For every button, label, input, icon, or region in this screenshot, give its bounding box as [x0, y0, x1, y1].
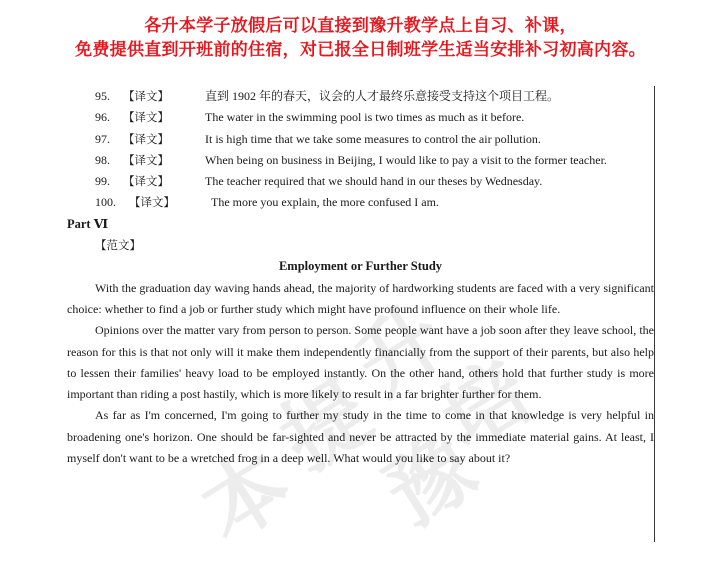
item-tag: 【译文】 — [123, 152, 169, 167]
watermark-char-5: 培 — [423, 342, 548, 470]
item-text: When being on business in Beijing, I would like to pay a visit to the former teacher. — [205, 152, 607, 167]
item-text: 直到 1902 年的春天，议会的人才最终乐意接受支持这个项目工程。 — [205, 89, 560, 103]
essay-paragraph: With the graduation day waving hands ahead, the majority of hardworking students are faced with a very significant choice: whether to find a job or further study which might have profound influence on their whole life. — [67, 280, 654, 316]
translation-item — [67, 86, 654, 107]
watermark-char-2: 提 — [263, 362, 388, 490]
item-number: 96. — [95, 110, 110, 125]
item-number: 100. — [95, 195, 116, 210]
item-text: The more you explain, the more confused I am. — [211, 195, 439, 210]
watermark-char-4: 豫 — [368, 417, 493, 545]
item-tag: 【译文】 — [123, 174, 169, 189]
translation-item — [67, 171, 654, 192]
document-page — [67, 86, 654, 469]
banner-line-1: 各升本学子放假后可以直接到豫升教学点上自习、补课， — [144, 16, 577, 36]
item-number: 97. — [95, 131, 110, 146]
watermark-char-1: 本 — [183, 432, 308, 560]
translation-item — [67, 150, 654, 171]
essay-paragraph: As far as I'm concerned, I'm going to further my study in the time to come in that knowledge is very helpful in broadening one's horizon. One should be far-sighted and never be attracted by the immediate material gains. At least, I myself don't want to be a wretched frog in a deep well. What would you like to say about it? — [67, 408, 654, 466]
item-text: The water in the swimming pool is two times as much as it before. — [205, 110, 525, 125]
item-tag: 【译文】 — [123, 89, 169, 103]
sample-essay-label: 【范文】 — [95, 238, 141, 253]
item-text: The teacher required that we should hand in our theses by Wednesday. — [205, 174, 543, 189]
translation-item — [67, 192, 654, 213]
essay-paragraph: Opinions over the matter vary from person to person. Some people want have a job soon after they leave school, the reason for this is that not only will it make them independently financially from the support of their parents, but also help to lessen their families' heavy load to be employed instantly. On the other hand, others hold that further study is more important than riding a post hastily, which is more likely to result in a far brighter further for them. — [67, 323, 654, 402]
item-number: 99. — [95, 174, 110, 189]
watermark-char-3: 升 — [338, 287, 463, 415]
item-tag: 【译文】 — [123, 110, 169, 125]
item-tag: 【译文】 — [129, 195, 175, 210]
essay-title: Employment or Further Study — [278, 259, 443, 274]
item-number: 98. — [95, 152, 110, 167]
part-heading: Part Ⅵ — [67, 216, 109, 231]
translation-list — [67, 86, 654, 214]
promo-banner — [0, 14, 721, 62]
translation-item — [67, 129, 654, 150]
banner-line-2: 免费提供直到开班前的住宿，对已报全日制班学生适当安排补习初高内容。 — [75, 40, 646, 60]
item-text: It is high time that we take some measures to control the air pollution. — [205, 131, 541, 146]
page-margin-rule — [654, 86, 655, 542]
item-tag: 【译文】 — [123, 131, 169, 146]
translation-item — [67, 107, 654, 128]
item-number: 95. — [95, 89, 110, 103]
